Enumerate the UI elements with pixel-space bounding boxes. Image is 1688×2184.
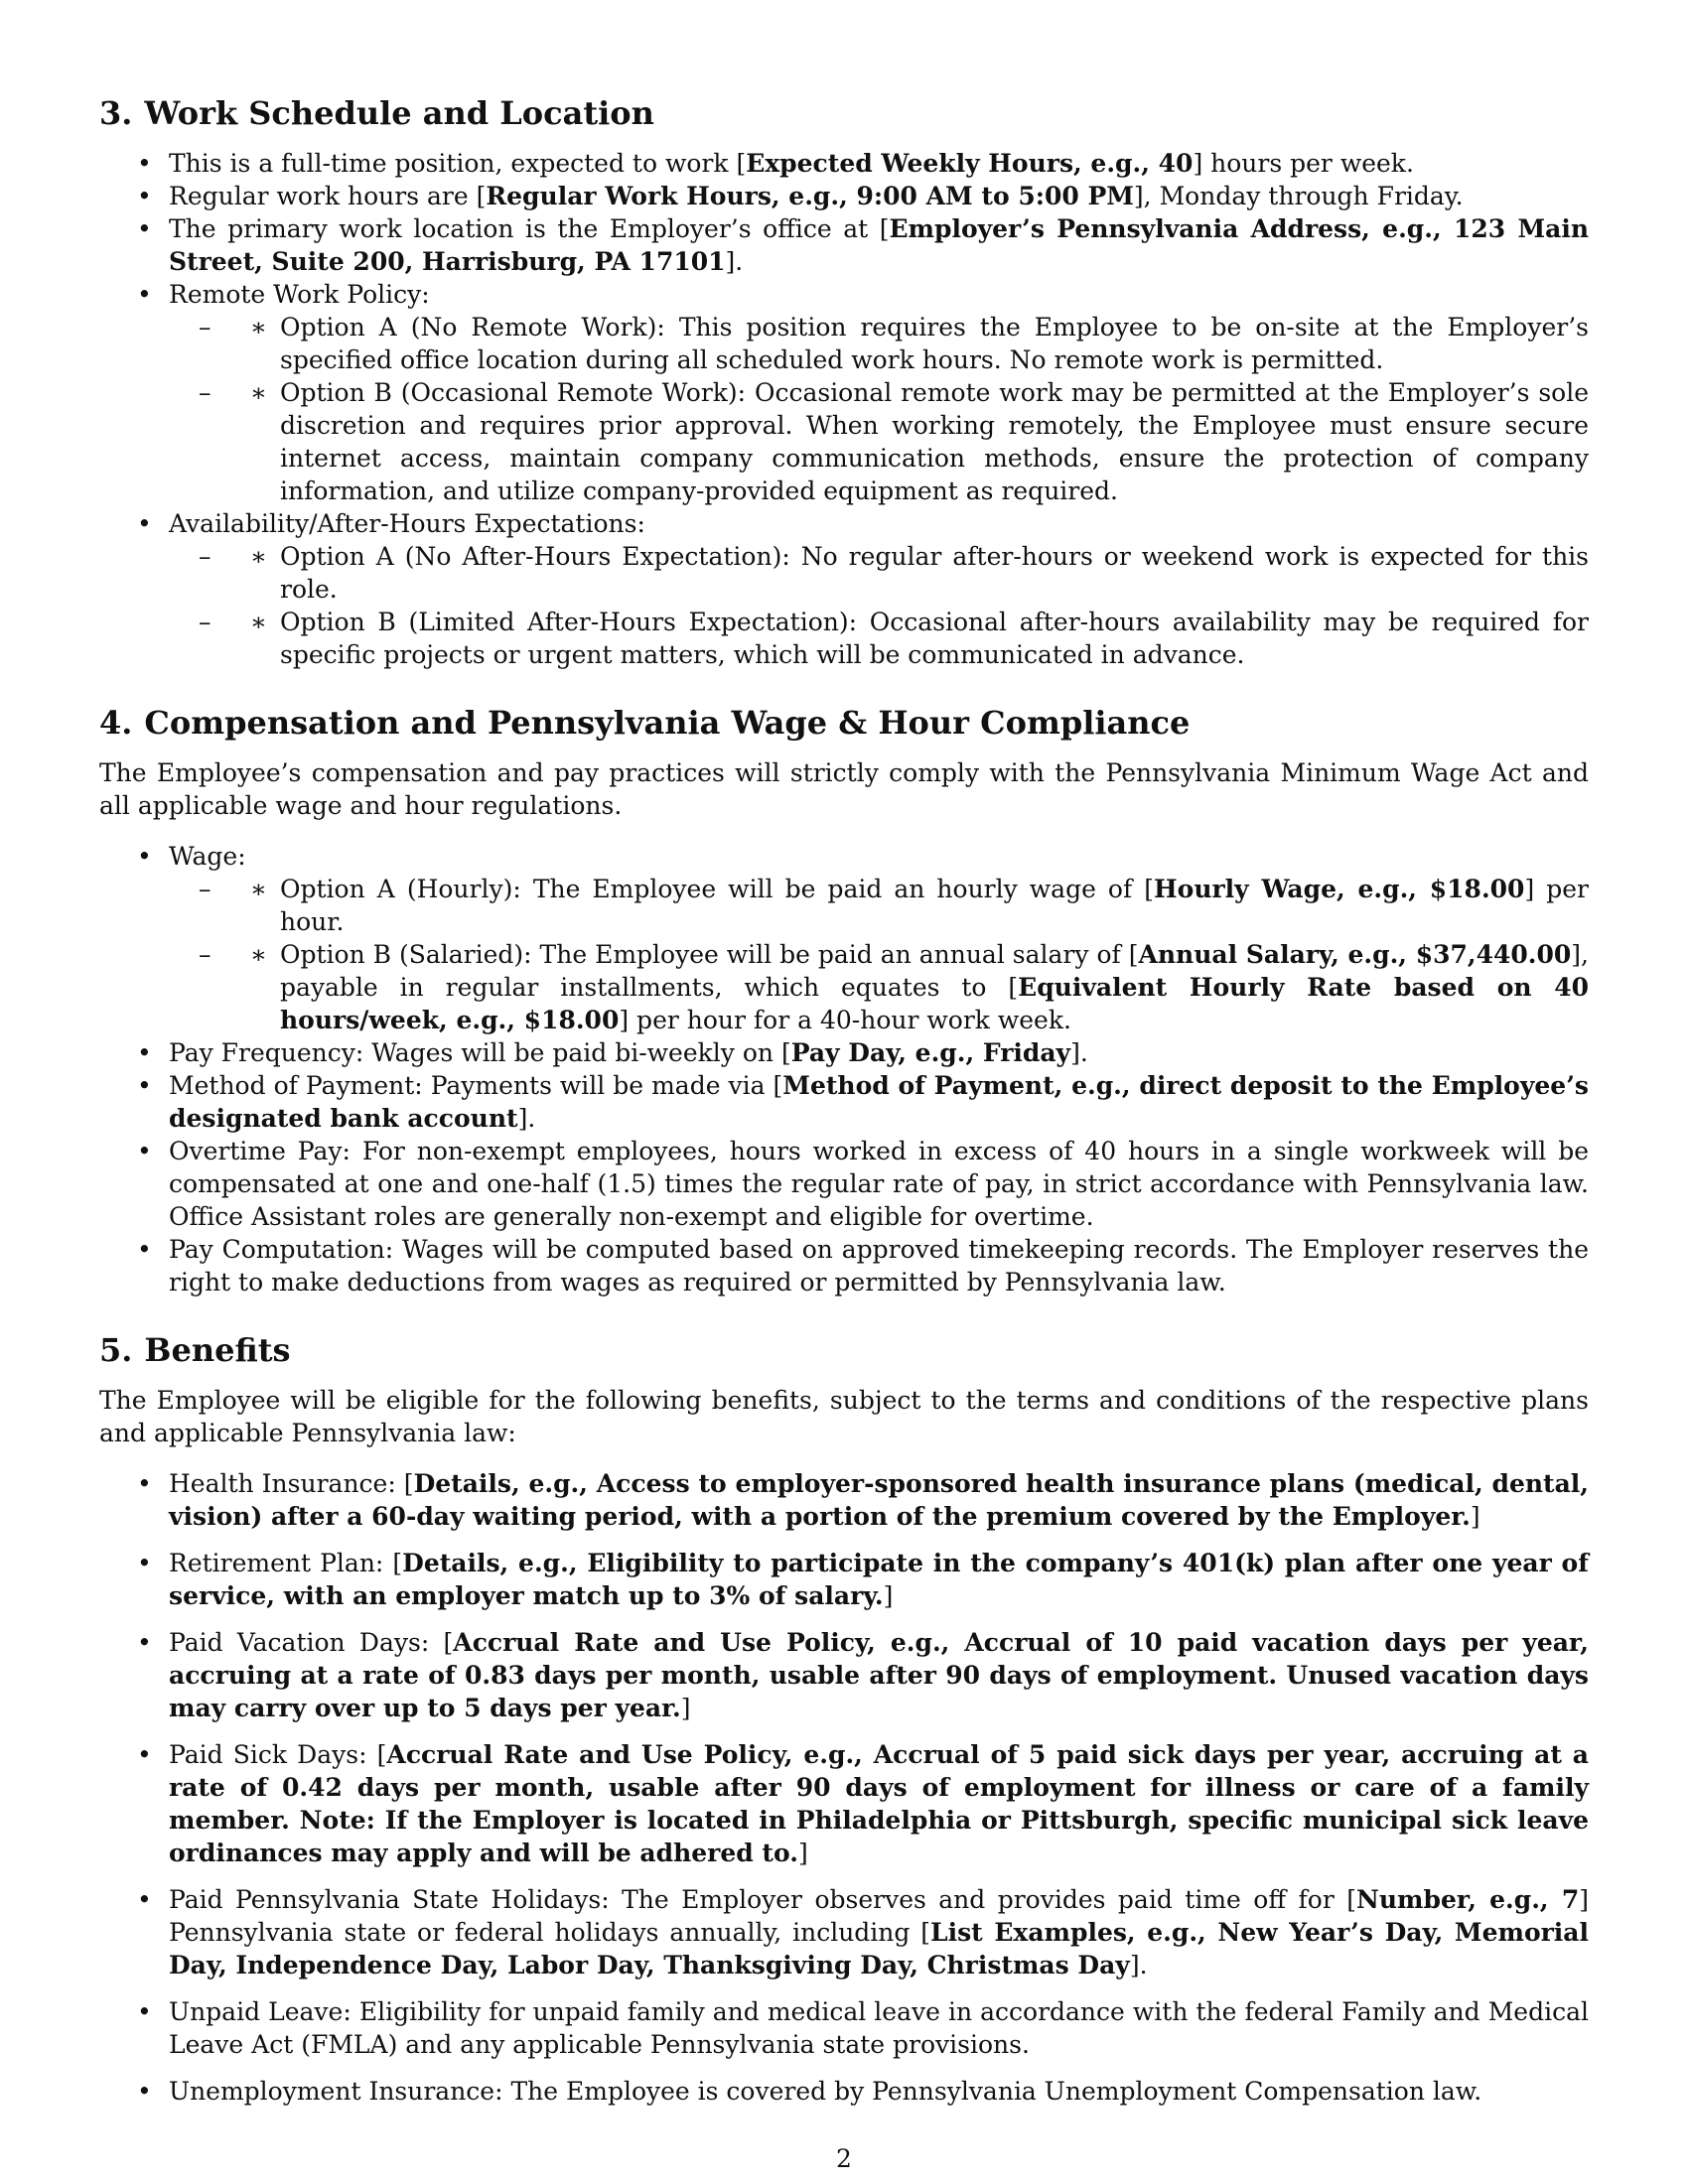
list-item: • This is a full-time position, expected to work [Expected Weekly Hours, e.g., 40] hours per week. [99, 147, 1589, 180]
list-item: • Paid Vacation Days: [Accrual Rate and Use Policy, e.g., Accrual of 10 paid vacation days per year, accruing at a rate of 0.83 days per month, usable after 90 days of employment. Unused vacation days may carry over up to 5 days per year.] [99, 1626, 1589, 1724]
section-number: 3. [99, 94, 133, 132]
list-item: • Regular work hours are [Regular Work Hours, e.g., 9:00 AM to 5:00 PM], Monday through Friday. [99, 180, 1589, 212]
sub-list [169, 311, 1589, 507]
sub-list [169, 873, 1589, 1036]
section-title: Benefits [144, 1331, 291, 1369]
section-benefits [99, 1328, 1589, 2108]
section-title: Compensation and Pennsylvania Wage & Hour Compliance [144, 704, 1191, 742]
sub-list-item: – ∗ Option A (Hourly): The Employee will be paid an hourly wage of [Hourly Wage, e.g., $18.00] per hour. [199, 875, 1589, 936]
list-item: • Paid Sick Days: [Accrual Rate and Use Policy, e.g., Accrual of 5 paid sick days per year, accruing at a rate of 0.42 days per month, usable after 90 days of employment for illness or care of a family member. Note: If the Employer is located in Philadelphia or Pittsburgh, specific municipal sick leave ordinances may apply and will be adhered to.] [99, 1738, 1589, 1869]
section-heading [99, 1328, 1589, 1372]
list-item: • Paid Pennsylvania State Holidays: The Employer observes and provides paid time off for [Number, e.g., 7] Pennsylvania state or federal holidays annually, including [List Examples, e.g., New Year’s Day, Memorial Day, Independence Day, Labor Day, Thanksgiving Day, Christmas Day]. [99, 1883, 1589, 1981]
list-item: • Retirement Plan: [Details, e.g., Eligibility to participate in the company’s 401(k) plan after one year of service, with an employer match up to 3% of salary.] [99, 1547, 1589, 1612]
list-item: • Availability/After-Hours Expectations: – ∗ Option A (No After-Hours Expectation): No regular after-hours or weekend work is expected for this role. – ∗ Option B (Limited After-Hours Expectation): Occasional after-hours availability may be required for specific projects or urgent matters, which will be communicated in advance. [99, 507, 1589, 671]
sub-list-item: – ∗ Option A (No Remote Work): This position requires the Employee to be on-site at the Employer’s specified office location during all scheduled work hours. No remote work is permitted. [199, 313, 1589, 374]
section-compensation [99, 701, 1589, 1298]
page-content [99, 91, 1589, 2137]
bullet-list [99, 147, 1589, 671]
list-item: • The primary work location is the Employer’s office at [Employer’s Pennsylvania Address, e.g., 123 Main Street, Suite 200, Harrisburg, PA 17101]. [99, 212, 1589, 278]
sub-list [169, 540, 1589, 671]
list-item: • Overtime Pay: For non-exempt employees, hours worked in excess of 40 hours in a single workweek will be compensated at one and one-half (1.5) times the regular rate of pay, in strict accordance with Pennsylvania law. Office Assistant roles are generally non-exempt and eligible for overtime. [99, 1135, 1589, 1233]
sub-list-item: – ∗ Option B (Salaried): The Employee will be paid an annual salary of [Annual Salary, e.g., $37,440.00], payable in regular installments, which equates to [Equivalent Hourly Rate based on 40 hours/week, e.g., $18.00] per hour for a 40-hour work week. [199, 940, 1590, 1034]
page-number: 2 [836, 2144, 852, 2173]
list-item: • Pay Frequency: Wages will be paid bi-weekly on [Pay Day, e.g., Friday]. [99, 1036, 1589, 1069]
section-title: Work Schedule and Location [144, 94, 654, 132]
section-heading [99, 91, 1589, 135]
section-number: 5. [99, 1331, 133, 1369]
section-heading [99, 701, 1589, 745]
sub-list-item: – ∗ Option B (Occasional Remote Work): Occasional remote work may be permitted at the Employer’s sole discretion and requires prior approval. When working remotely, the Employee must ensure secure internet access, maintain company communication methods, ensure the protection of company information, and utilize company-provided equipment as required. [199, 378, 1589, 505]
list-item: • Unpaid Leave: Eligibility for unpaid family and medical leave in accordance with the federal Family and Medical Leave Act (FMLA) and any applicable Pennsylvania state provisions. [99, 1995, 1589, 2061]
section-work-schedule [99, 91, 1589, 671]
list-item: • Unemployment Insurance: The Employee is covered by Pennsylvania Unemployment Compensation law. [99, 2075, 1589, 2108]
section-intro: The Employee will be eligible for the following benefits, subject to the terms and conditions of the respective plans and applicable Pennsylvania law: [99, 1386, 1589, 1447]
section-intro: The Employee’s compensation and pay practices will strictly comply with the Pennsylvania Minimum Wage Act and all applicable wage and hour regulations. [99, 758, 1589, 820]
sub-list-item: – ∗ Option A (No After-Hours Expectation): No regular after-hours or weekend work is expected for this role. [199, 542, 1589, 604]
bullet-list [99, 1467, 1589, 2108]
list-item: • Health Insurance: [Details, e.g., Access to employer-sponsored health insurance plans (medical, dental, vision) after a 60-day waiting period, with a portion of the premium covered by the Employer.] [99, 1467, 1589, 1533]
list-item: • Pay Computation: Wages will be computed based on approved timekeeping records. The Employer reserves the right to make deductions from wages as required or permitted by Pennsylvania law. [99, 1233, 1589, 1298]
list-item: • Remote Work Policy: – ∗ Option A (No Remote Work): This position requires the Employee to be on-site at the Employer’s specified office location during all scheduled work hours. No remote work is permitted. – ∗ Option B (Occasional Remote Work): Occasional remote work may be permitted at the Employer’s sole discretion and requires prior approval. When working remotely, the Employee must ensure secure internet access, maintain company communication methods, ensure the protection of company information, and utilize company-provided equipment as required. [99, 278, 1589, 507]
list-item: • Wage: – ∗ Option A (Hourly): The Employee will be paid an hourly wage of [Hourly Wage, e.g., $18.00] per hour. – ∗ Option B (Salaried): The Employee will be paid an annual salary of [Annual Salary, e.g., $37,440.00], payable in regular installments, which equates to [Equivalent Hourly Rate based on 40 hours/week, e.g., $18.00] per hour for a 40-hour work week. [99, 840, 1589, 1036]
list-item: • Method of Payment: Payments will be made via [Method of Payment, e.g., direct deposit to the Employee’s designated bank account]. [99, 1069, 1589, 1135]
sub-list-item: – ∗ Option B (Limited After-Hours Expectation): Occasional after-hours availability may be required for specific projects or urgent matters, which will be communicated in advance. [199, 608, 1589, 669]
section-number: 4. [99, 704, 133, 742]
bullet-list [99, 840, 1589, 1298]
